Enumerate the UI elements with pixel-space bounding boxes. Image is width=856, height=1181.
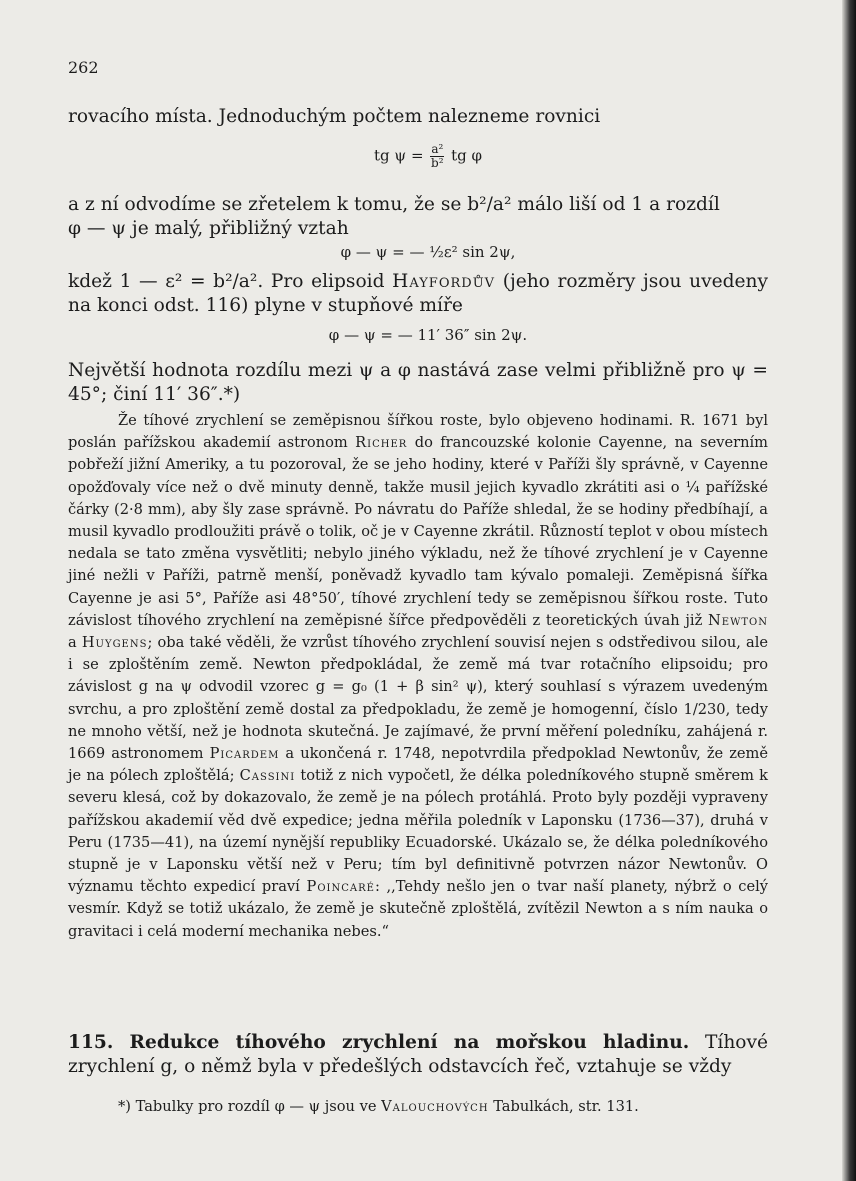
paragraph-intro: rovacího místa. Jednoduchým počtem nalezneme rovnici (68, 106, 601, 127)
paragraph-max-difference: Největší hodnota rozdílu mezi ψ a φ nastává zase velmi přibližně pro ψ = 45°; činí 11′ 36″.*) (68, 360, 768, 405)
page-edge-shadow (842, 0, 856, 1181)
name-newton: Newton (708, 611, 768, 629)
paragraph-history (68, 410, 768, 943)
section-text: Tíhové zrychlení g, o němž byla v předešlých odstavcích řeč, vztahuje se vždy (68, 1032, 768, 1077)
flattening-fraction: 1/230 (683, 700, 726, 718)
history-text-15: : ,,Tehdy nešlo jen o tvar naší planety, nýbrž o celý vesmír. Když se totiž ukázalo, že země je skutečně zploštělá, zvítězil Newton a s ním nauka o gravitaci i celá moderní mechanika nebes.“ (68, 878, 769, 940)
formula-fraction (430, 143, 444, 170)
history-text-11: a ukončená r. 1748, nepotvrdila předpoklad Newtonův, že země je na pólech zploštělá; (68, 745, 769, 785)
name-cassini: Cassini (239, 767, 296, 785)
history-text-3: do francouzské kolonie Cayenne, na severním pobřeží jižní Ameriky, a tu pozoroval, že se jeho hodiny, které v Paříži šly správně, v Cayenne opožďovaly více než o dvě minuty denně, takže musil jejich kyvadlo zkrátiti asi o ¼ pařížské čárky (2·8 mm), aby šly zase správně. Po návratu do Paříže shledal, že se hodiny předbíhají, a musil kyvadlo prodloužiti právě o tolik, oč je v Cayenne zkrátil. Růzností teplot v obou místech nedala se tato změna vysvětliti; nebylo jiného výkladu, než že tíhové zrychlení je v Cayenne jiné nežli v Paříži, patrně menší, poněvadž kyvadlo tam kývalo pomaleji. Zeměpisná šířka Cayenne je asi 5°, Paříže asi 48°50′, tíhové zrychlení tedy se zeměpisnou šířkou roste. Tuto závislost tíhového zrychlení na zeměpisné šířce předpověděli z teoretických úvah již (68, 434, 769, 629)
section-heading: 115. Redukce tíhového zrychlení na mořskou hladinu. (68, 1032, 690, 1053)
formula-tg-left: tg ψ = (374, 146, 424, 165)
history-text-5: a (68, 634, 77, 652)
section-115 (68, 1031, 768, 1079)
footnote (118, 1098, 639, 1115)
name-richer: Richer (355, 434, 408, 452)
hayford-text-start: kdež 1 — ε² = b²/a². Pro elipsoid (68, 271, 385, 292)
history-text-1: R. 1671 byl poslán pařížskou akademií astronom (68, 412, 769, 452)
history-text-9: , tedy ne mnoho větší, než je hodnota skutečná. Je zajímavé, že první měření poledníku, zahájená r. 1669 astronomem (68, 700, 768, 763)
derivation-line1: a z ní odvodíme se zřetelem k tomu, že se b²/a² málo liší od 1 a rozdíl (68, 194, 720, 215)
name-huygens: Huygens (81, 634, 148, 652)
fraction-numerator: a² (431, 142, 444, 156)
history-text-0: Že tíhové zrychlení se zeměpisnou šířkou roste, bylo objeveno hodinami. (118, 412, 674, 429)
history-text-13: totiž z nich vypočetl, že délka poledníkového stupně směrem k severu klesá, což by dokazovalo, že země je na pólech protáhlá. Proto byly později vypraveny pařížskou akademií věd dvě expedice; jedna měřila poledník v Laponsku (1736—37), druhá v Peru (1735—41), na území nynější republiky Ecuadorské. Ukázalo se, že délka poledníkového stupně je v Laponsku větší než v Peru; tím byl definitivně potvrzen názor Newtonův. O významu těchto expedicí praví (68, 767, 768, 896)
formula-tg (0, 143, 856, 170)
history-text-7: ; oba také věděli, že vzrůst tíhového zrychlení souvisí nejen s odstředivou silou, ale i se zploštěním země. Newton předpokládal, že země má tvar rotačního elipsoidu; pro závislost g na ψ odvodil vzorec g = g₀ (1 + β sin² ψ), který souhlasí s výrazem uvedeným svrchu, a pro zploštění země dostal za předpokladu, že země je homogenní, číslo (68, 634, 769, 718)
formula-degrees: φ — ψ = — 11′ 36″ sin 2ψ. (328, 326, 528, 344)
page-number: 262 (68, 58, 99, 77)
footnote-text-start: *) Tabulky pro rozdíl φ — ψ jsou ve (118, 1098, 377, 1115)
name-poincare: Poincaré (306, 878, 375, 896)
paragraph-derivation (68, 193, 768, 241)
hayford-text-end: (jeho rozměry jsou uvedeny na konci odst. 116) plyne v stupňové míře (68, 271, 769, 316)
derivation-line2: φ — ψ je malý, přibližný vztah (68, 218, 349, 239)
paragraph-hayford (68, 270, 768, 318)
fraction-denominator: b² (431, 156, 444, 170)
formula-approx: φ — ψ = — ½ε² sin 2ψ, (340, 243, 516, 261)
footnote-name: Valouchových (381, 1098, 489, 1115)
formula-tg-right: tg φ (451, 146, 482, 165)
footnote-text-end: Tabulkách, str. 131. (493, 1098, 639, 1115)
name-picard: Picardem (209, 745, 280, 763)
hayford-name: Hayfordův (392, 271, 496, 292)
